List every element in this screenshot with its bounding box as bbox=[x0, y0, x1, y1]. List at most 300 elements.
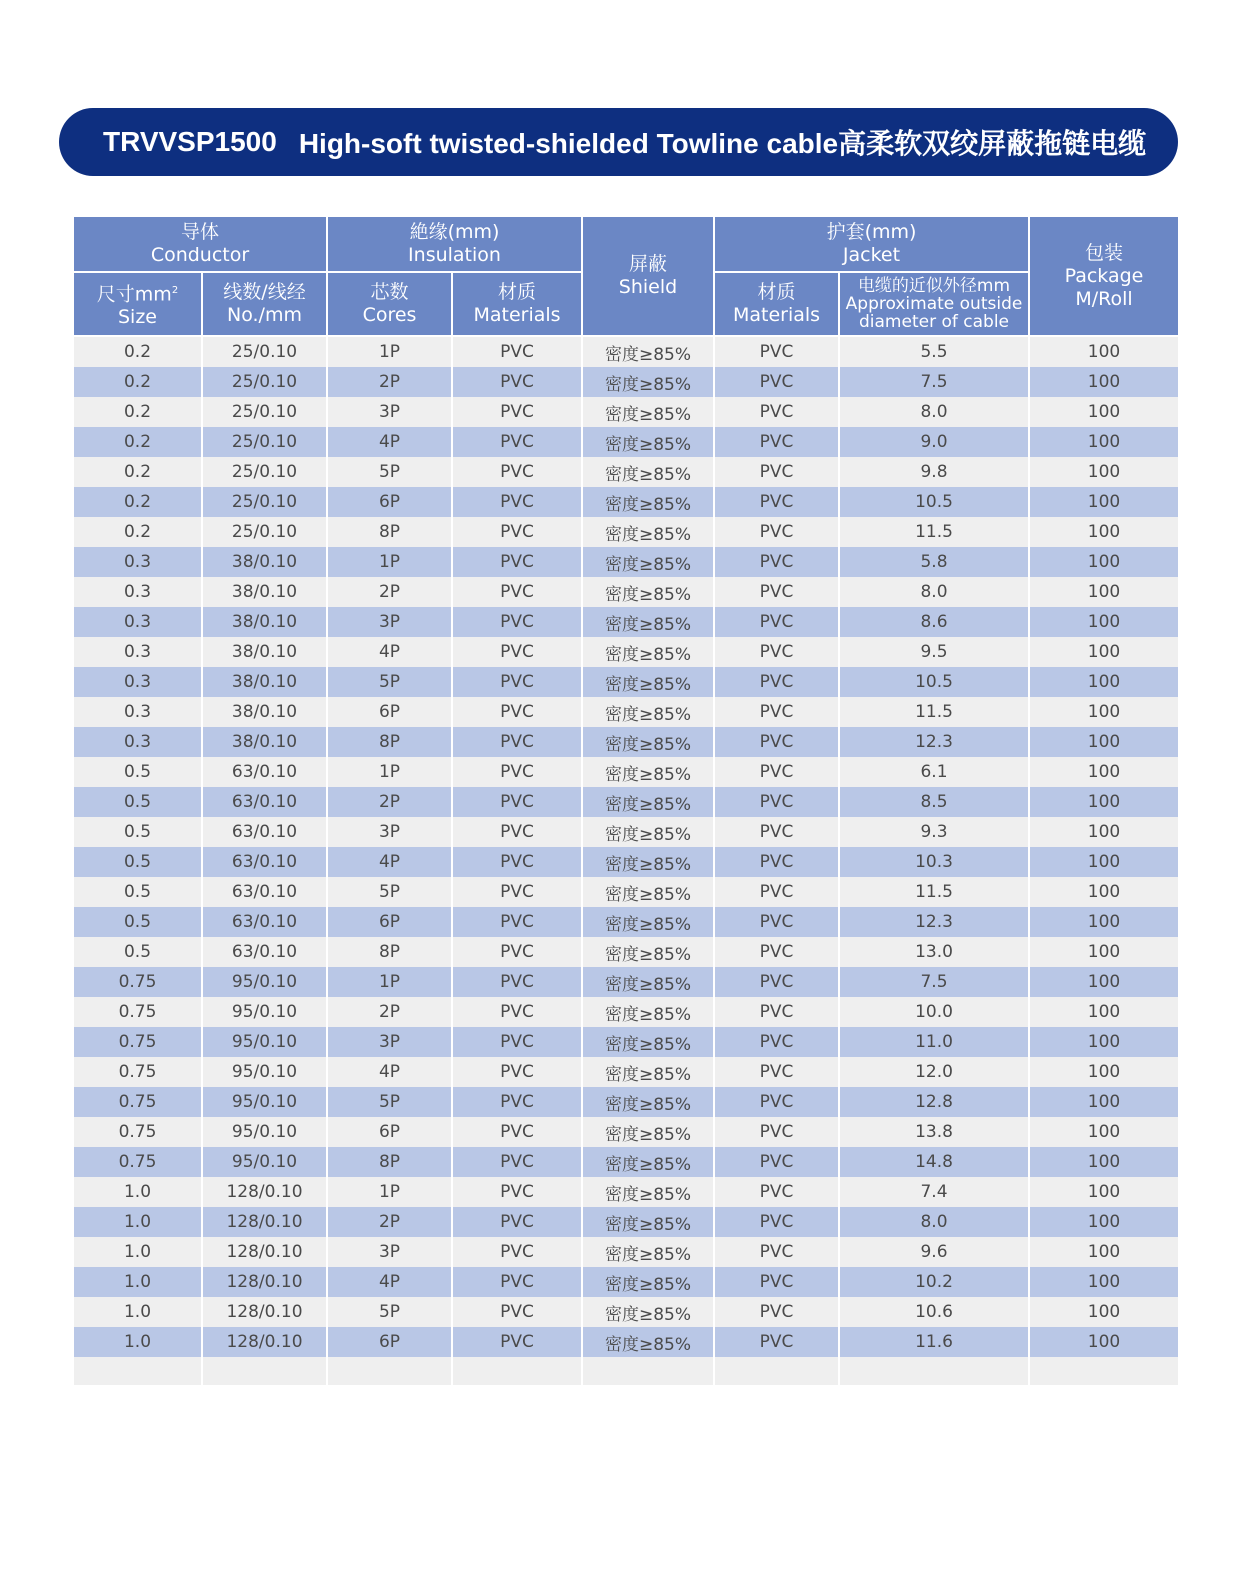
empty-cell bbox=[714, 1357, 839, 1385]
strand-cell: 38/0.10 bbox=[202, 697, 327, 727]
cores-cell: 8P bbox=[327, 1147, 452, 1177]
outer-diameter-cell: 12.0 bbox=[839, 1057, 1029, 1087]
insulation-material-cell: PVC bbox=[452, 937, 582, 967]
strand-cell: 128/0.10 bbox=[202, 1177, 327, 1207]
table-row bbox=[73, 336, 1179, 367]
jacket-material-cell: PVC bbox=[714, 1027, 839, 1057]
cores-cell: 6P bbox=[327, 1117, 452, 1147]
table-row bbox=[73, 487, 1179, 517]
model-code: TRVVSP1500 bbox=[103, 126, 277, 157]
jacket-material-cell: PVC bbox=[714, 547, 839, 577]
table-row bbox=[73, 817, 1179, 847]
outer-diameter-cell: 7.4 bbox=[839, 1177, 1029, 1207]
strand-cell: 63/0.10 bbox=[202, 907, 327, 937]
table-row bbox=[73, 967, 1179, 997]
package-cell: 100 bbox=[1029, 577, 1179, 607]
cores-cell: 3P bbox=[327, 817, 452, 847]
cores-cell: 5P bbox=[327, 457, 452, 487]
table-row bbox=[73, 787, 1179, 817]
insulation-material-cell: PVC bbox=[452, 877, 582, 907]
package-cell: 100 bbox=[1029, 1177, 1179, 1207]
cores-cell: 1P bbox=[327, 1177, 452, 1207]
outer-diameter-cell: 9.8 bbox=[839, 457, 1029, 487]
package-cell: 100 bbox=[1029, 637, 1179, 667]
cores-cell: 2P bbox=[327, 577, 452, 607]
insulation-material-cell: PVC bbox=[452, 637, 582, 667]
insulation-material-cell: PVC bbox=[452, 787, 582, 817]
table-row bbox=[73, 397, 1179, 427]
strand-cell: 128/0.10 bbox=[202, 1267, 327, 1297]
jacket-material-cell: PVC bbox=[714, 1087, 839, 1117]
strand-cell: 128/0.10 bbox=[202, 1297, 327, 1327]
package-cell: 100 bbox=[1029, 1267, 1179, 1297]
table-row bbox=[73, 1237, 1179, 1267]
size-cell: 0.5 bbox=[73, 757, 202, 787]
outer-diameter-cell: 9.3 bbox=[839, 817, 1029, 847]
jacket-material-cell: PVC bbox=[714, 637, 839, 667]
cores-cell: 2P bbox=[327, 787, 452, 817]
jacket-material-cell: PVC bbox=[714, 1267, 839, 1297]
header-outer-diameter: 电缆的近似外径mm Approximate outside diameter of cable bbox=[839, 272, 1029, 336]
empty-cell bbox=[73, 1357, 202, 1385]
insulation-material-cell: PVC bbox=[452, 1297, 582, 1327]
strand-cell: 95/0.10 bbox=[202, 1147, 327, 1177]
jacket-material-cell: PVC bbox=[714, 577, 839, 607]
outer-diameter-cell: 14.8 bbox=[839, 1147, 1029, 1177]
outer-diameter-cell: 9.0 bbox=[839, 427, 1029, 457]
insulation-material-cell: PVC bbox=[452, 1057, 582, 1087]
package-cell: 100 bbox=[1029, 1237, 1179, 1267]
table-row bbox=[73, 1297, 1179, 1327]
strand-cell: 25/0.10 bbox=[202, 367, 327, 397]
size-cell: 0.75 bbox=[73, 1147, 202, 1177]
shield-cell: 密度≥85% bbox=[582, 667, 714, 697]
insulation-material-cell: PVC bbox=[452, 727, 582, 757]
product-description: High-soft twisted-shielded Towline cable高柔软双绞屏蔽拖链电缆 bbox=[298, 128, 1147, 159]
package-cell: 100 bbox=[1029, 1327, 1179, 1357]
header-size: 尺寸$mm^2$ Size bbox=[73, 272, 202, 336]
shield-cell: 密度≥85% bbox=[582, 1207, 714, 1237]
strand-cell: 128/0.10 bbox=[202, 1237, 327, 1267]
package-cell: 100 bbox=[1029, 907, 1179, 937]
package-cell: 100 bbox=[1029, 877, 1179, 907]
insulation-material-cell: PVC bbox=[452, 1147, 582, 1177]
strand-cell: 38/0.10 bbox=[202, 637, 327, 667]
package-cell: 100 bbox=[1029, 397, 1179, 427]
header-insulation: 絶缘(mm) Insulation bbox=[327, 216, 582, 272]
strand-cell: 25/0.10 bbox=[202, 336, 327, 367]
jacket-material-cell: PVC bbox=[714, 1297, 839, 1327]
jacket-material-cell: PVC bbox=[714, 607, 839, 637]
outer-diameter-cell: 8.5 bbox=[839, 787, 1029, 817]
table-row bbox=[73, 1027, 1179, 1057]
jacket-material-cell: PVC bbox=[714, 1207, 839, 1237]
table-row bbox=[73, 997, 1179, 1027]
table-row bbox=[73, 757, 1179, 787]
cores-cell: 8P bbox=[327, 937, 452, 967]
table-row bbox=[73, 697, 1179, 727]
cores-cell: 2P bbox=[327, 997, 452, 1027]
package-cell: 100 bbox=[1029, 367, 1179, 397]
size-cell: 0.75 bbox=[73, 1087, 202, 1117]
package-cell: 100 bbox=[1029, 937, 1179, 967]
jacket-material-cell: PVC bbox=[714, 727, 839, 757]
package-cell: 100 bbox=[1029, 607, 1179, 637]
outer-diameter-cell: 11.6 bbox=[839, 1327, 1029, 1357]
outer-diameter-cell: 5.8 bbox=[839, 547, 1029, 577]
table-row bbox=[73, 877, 1179, 907]
shield-cell: 密度≥85% bbox=[582, 967, 714, 997]
outer-diameter-cell: 9.5 bbox=[839, 637, 1029, 667]
strand-cell: 38/0.10 bbox=[202, 547, 327, 577]
package-cell: 100 bbox=[1029, 697, 1179, 727]
header-package: 包装 Package M/Roll bbox=[1029, 216, 1179, 336]
shield-cell: 密度≥85% bbox=[582, 727, 714, 757]
size-cell: 1.0 bbox=[73, 1327, 202, 1357]
spec-table bbox=[72, 215, 1180, 1385]
jacket-material-cell: PVC bbox=[714, 1117, 839, 1147]
shield-cell: 密度≥85% bbox=[582, 1147, 714, 1177]
size-cell: 0.3 bbox=[73, 577, 202, 607]
size-cell: 0.75 bbox=[73, 1057, 202, 1087]
outer-diameter-cell: 11.5 bbox=[839, 697, 1029, 727]
strand-cell: 63/0.10 bbox=[202, 847, 327, 877]
strand-cell: 95/0.10 bbox=[202, 1027, 327, 1057]
shield-cell: 密度≥85% bbox=[582, 487, 714, 517]
strand-cell: 38/0.10 bbox=[202, 667, 327, 697]
shield-cell: 密度≥85% bbox=[582, 517, 714, 547]
table-row bbox=[73, 427, 1179, 457]
outer-diameter-cell: 5.5 bbox=[839, 336, 1029, 367]
size-cell: 0.3 bbox=[73, 547, 202, 577]
table-row bbox=[73, 1177, 1179, 1207]
shield-cell: 密度≥85% bbox=[582, 757, 714, 787]
cores-cell: 8P bbox=[327, 517, 452, 547]
size-cell: 1.0 bbox=[73, 1207, 202, 1237]
outer-diameter-cell: 8.6 bbox=[839, 607, 1029, 637]
outer-diameter-cell: 9.6 bbox=[839, 1237, 1029, 1267]
size-cell: 0.5 bbox=[73, 907, 202, 937]
cores-cell: 6P bbox=[327, 907, 452, 937]
size-cell: 0.2 bbox=[73, 397, 202, 427]
shield-cell: 密度≥85% bbox=[582, 637, 714, 667]
outer-diameter-cell: 10.3 bbox=[839, 847, 1029, 877]
insulation-material-cell: PVC bbox=[452, 667, 582, 697]
jacket-material-cell: PVC bbox=[714, 787, 839, 817]
table-row bbox=[73, 547, 1179, 577]
insulation-material-cell: PVC bbox=[452, 847, 582, 877]
header-jacket: 护套(mm) Jacket bbox=[714, 216, 1029, 272]
empty-row bbox=[73, 1357, 1179, 1385]
shield-cell: 密度≥85% bbox=[582, 697, 714, 727]
size-cell: 0.75 bbox=[73, 967, 202, 997]
jacket-material-cell: PVC bbox=[714, 336, 839, 367]
jacket-material-cell: PVC bbox=[714, 907, 839, 937]
cores-cell: 6P bbox=[327, 487, 452, 517]
table-row bbox=[73, 937, 1179, 967]
insulation-material-cell: PVC bbox=[452, 547, 582, 577]
jacket-material-cell: PVC bbox=[714, 487, 839, 517]
shield-cell: 密度≥85% bbox=[582, 847, 714, 877]
outer-diameter-cell: 8.0 bbox=[839, 397, 1029, 427]
shield-cell: 密度≥85% bbox=[582, 997, 714, 1027]
outer-diameter-cell: 6.1 bbox=[839, 757, 1029, 787]
strand-cell: 63/0.10 bbox=[202, 817, 327, 847]
cores-cell: 6P bbox=[327, 697, 452, 727]
table-row bbox=[73, 517, 1179, 547]
shield-cell: 密度≥85% bbox=[582, 1297, 714, 1327]
size-cell: 0.2 bbox=[73, 336, 202, 367]
table-row bbox=[73, 907, 1179, 937]
insulation-material-cell: PVC bbox=[452, 817, 582, 847]
size-cell: 0.2 bbox=[73, 427, 202, 457]
size-cell: 0.75 bbox=[73, 1027, 202, 1057]
header-jacket-materials: 材质 Materials bbox=[714, 272, 839, 336]
cores-cell: 4P bbox=[327, 637, 452, 667]
shield-cell: 密度≥85% bbox=[582, 1327, 714, 1357]
shield-cell: 密度≥85% bbox=[582, 787, 714, 817]
size-cell: 0.5 bbox=[73, 877, 202, 907]
package-cell: 100 bbox=[1029, 1027, 1179, 1057]
jacket-material-cell: PVC bbox=[714, 1237, 839, 1267]
table-row bbox=[73, 1207, 1179, 1237]
table-row bbox=[73, 727, 1179, 757]
table-row bbox=[73, 1327, 1179, 1357]
shield-cell: 密度≥85% bbox=[582, 907, 714, 937]
strand-cell: 95/0.10 bbox=[202, 997, 327, 1027]
cores-cell: 1P bbox=[327, 547, 452, 577]
shield-cell: 密度≥85% bbox=[582, 937, 714, 967]
size-cell: 0.3 bbox=[73, 607, 202, 637]
strand-cell: 25/0.10 bbox=[202, 397, 327, 427]
cores-cell: 3P bbox=[327, 607, 452, 637]
package-cell: 100 bbox=[1029, 757, 1179, 787]
jacket-material-cell: PVC bbox=[714, 517, 839, 547]
insulation-material-cell: PVC bbox=[452, 697, 582, 727]
outer-diameter-cell: 13.0 bbox=[839, 937, 1029, 967]
cores-cell: 1P bbox=[327, 757, 452, 787]
title-banner bbox=[59, 108, 1178, 176]
size-cell: 0.2 bbox=[73, 457, 202, 487]
package-cell: 100 bbox=[1029, 1057, 1179, 1087]
jacket-material-cell: PVC bbox=[714, 457, 839, 487]
package-cell: 100 bbox=[1029, 817, 1179, 847]
insulation-material-cell: PVC bbox=[452, 397, 582, 427]
package-cell: 100 bbox=[1029, 427, 1179, 457]
strand-cell: 95/0.10 bbox=[202, 1057, 327, 1087]
strand-cell: 63/0.10 bbox=[202, 757, 327, 787]
table-row bbox=[73, 1087, 1179, 1117]
jacket-material-cell: PVC bbox=[714, 667, 839, 697]
header-conductor: 导体 Conductor bbox=[73, 216, 327, 272]
size-cell: 1.0 bbox=[73, 1177, 202, 1207]
package-cell: 100 bbox=[1029, 1207, 1179, 1237]
package-cell: 100 bbox=[1029, 457, 1179, 487]
shield-cell: 密度≥85% bbox=[582, 1087, 714, 1117]
outer-diameter-cell: 10.5 bbox=[839, 667, 1029, 697]
outer-diameter-cell: 11.5 bbox=[839, 877, 1029, 907]
package-cell: 100 bbox=[1029, 487, 1179, 517]
cores-cell: 2P bbox=[327, 1207, 452, 1237]
empty-cell bbox=[327, 1357, 452, 1385]
cores-cell: 4P bbox=[327, 1267, 452, 1297]
jacket-material-cell: PVC bbox=[714, 1327, 839, 1357]
outer-diameter-cell: 7.5 bbox=[839, 367, 1029, 397]
strand-cell: 128/0.10 bbox=[202, 1327, 327, 1357]
outer-diameter-cell: 11.5 bbox=[839, 517, 1029, 547]
empty-cell bbox=[202, 1357, 327, 1385]
strand-cell: 25/0.10 bbox=[202, 487, 327, 517]
empty-cell bbox=[1029, 1357, 1179, 1385]
package-cell: 100 bbox=[1029, 517, 1179, 547]
table-row bbox=[73, 1267, 1179, 1297]
size-cell: 0.3 bbox=[73, 637, 202, 667]
insulation-material-cell: PVC bbox=[452, 577, 582, 607]
jacket-material-cell: PVC bbox=[714, 1057, 839, 1087]
size-cell: 1.0 bbox=[73, 1237, 202, 1267]
insulation-material-cell: PVC bbox=[452, 336, 582, 367]
cores-cell: 1P bbox=[327, 967, 452, 997]
insulation-material-cell: PVC bbox=[452, 1027, 582, 1057]
outer-diameter-cell: 12.3 bbox=[839, 727, 1029, 757]
table-row bbox=[73, 457, 1179, 487]
insulation-material-cell: PVC bbox=[452, 997, 582, 1027]
jacket-material-cell: PVC bbox=[714, 997, 839, 1027]
table-row bbox=[73, 367, 1179, 397]
shield-cell: 密度≥85% bbox=[582, 336, 714, 367]
size-cell: 0.3 bbox=[73, 727, 202, 757]
cores-cell: 1P bbox=[327, 336, 452, 367]
empty-cell bbox=[452, 1357, 582, 1385]
strand-cell: 25/0.10 bbox=[202, 427, 327, 457]
outer-diameter-cell: 8.0 bbox=[839, 1207, 1029, 1237]
size-cell: 0.2 bbox=[73, 367, 202, 397]
cores-cell: 2P bbox=[327, 367, 452, 397]
cores-cell: 4P bbox=[327, 847, 452, 877]
strand-cell: 25/0.10 bbox=[202, 457, 327, 487]
jacket-material-cell: PVC bbox=[714, 877, 839, 907]
package-cell: 100 bbox=[1029, 336, 1179, 367]
size-cell: 0.2 bbox=[73, 487, 202, 517]
package-cell: 100 bbox=[1029, 1297, 1179, 1327]
shield-cell: 密度≥85% bbox=[582, 1027, 714, 1057]
shield-cell: 密度≥85% bbox=[582, 577, 714, 607]
package-cell: 100 bbox=[1029, 547, 1179, 577]
insulation-material-cell: PVC bbox=[452, 1237, 582, 1267]
outer-diameter-cell: 8.0 bbox=[839, 577, 1029, 607]
insulation-material-cell: PVC bbox=[452, 607, 582, 637]
insulation-material-cell: PVC bbox=[452, 967, 582, 997]
cores-cell: 4P bbox=[327, 427, 452, 457]
cores-cell: 4P bbox=[327, 1057, 452, 1087]
outer-diameter-cell: 10.5 bbox=[839, 487, 1029, 517]
spec-table-body bbox=[73, 336, 1179, 1385]
insulation-material-cell: PVC bbox=[452, 487, 582, 517]
shield-cell: 密度≥85% bbox=[582, 1057, 714, 1087]
jacket-material-cell: PVC bbox=[714, 967, 839, 997]
shield-cell: 密度≥85% bbox=[582, 547, 714, 577]
size-cell: 0.5 bbox=[73, 847, 202, 877]
size-cell: 0.3 bbox=[73, 667, 202, 697]
package-cell: 100 bbox=[1029, 727, 1179, 757]
outer-diameter-cell: 10.2 bbox=[839, 1267, 1029, 1297]
header-shield: 屏蔽 Shield bbox=[582, 216, 714, 336]
shield-cell: 密度≥85% bbox=[582, 607, 714, 637]
size-cell: 0.5 bbox=[73, 817, 202, 847]
table-row bbox=[73, 1057, 1179, 1087]
header-insulation-materials: 材质 Materials bbox=[452, 272, 582, 336]
empty-cell bbox=[839, 1357, 1029, 1385]
outer-diameter-cell: 11.0 bbox=[839, 1027, 1029, 1057]
table-row bbox=[73, 607, 1179, 637]
strand-cell: 63/0.10 bbox=[202, 877, 327, 907]
shield-cell: 密度≥85% bbox=[582, 1177, 714, 1207]
outer-diameter-cell: 10.0 bbox=[839, 997, 1029, 1027]
cores-cell: 3P bbox=[327, 1237, 452, 1267]
size-cell: 0.5 bbox=[73, 937, 202, 967]
shield-cell: 密度≥85% bbox=[582, 397, 714, 427]
table-row bbox=[73, 667, 1179, 697]
cores-cell: 6P bbox=[327, 1327, 452, 1357]
table-row bbox=[73, 637, 1179, 667]
shield-cell: 密度≥85% bbox=[582, 457, 714, 487]
package-cell: 100 bbox=[1029, 1147, 1179, 1177]
jacket-material-cell: PVC bbox=[714, 1147, 839, 1177]
cores-cell: 5P bbox=[327, 1087, 452, 1117]
package-cell: 100 bbox=[1029, 967, 1179, 997]
strand-cell: 38/0.10 bbox=[202, 577, 327, 607]
insulation-material-cell: PVC bbox=[452, 1117, 582, 1147]
table-row bbox=[73, 1147, 1179, 1177]
shield-cell: 密度≥85% bbox=[582, 817, 714, 847]
shield-cell: 密度≥85% bbox=[582, 1237, 714, 1267]
outer-diameter-cell: 10.6 bbox=[839, 1297, 1029, 1327]
header-cores: 芯数 Cores bbox=[327, 272, 452, 336]
insulation-material-cell: PVC bbox=[452, 1267, 582, 1297]
jacket-material-cell: PVC bbox=[714, 427, 839, 457]
strand-cell: 63/0.10 bbox=[202, 937, 327, 967]
outer-diameter-cell: 13.8 bbox=[839, 1117, 1029, 1147]
shield-cell: 密度≥85% bbox=[582, 1267, 714, 1297]
size-cell: 0.5 bbox=[73, 787, 202, 817]
jacket-material-cell: PVC bbox=[714, 757, 839, 787]
jacket-material-cell: PVC bbox=[714, 1177, 839, 1207]
outer-diameter-cell: 7.5 bbox=[839, 967, 1029, 997]
jacket-material-cell: PVC bbox=[714, 847, 839, 877]
outer-diameter-cell: 12.8 bbox=[839, 1087, 1029, 1117]
jacket-material-cell: PVC bbox=[714, 697, 839, 727]
package-cell: 100 bbox=[1029, 997, 1179, 1027]
jacket-material-cell: PVC bbox=[714, 367, 839, 397]
insulation-material-cell: PVC bbox=[452, 517, 582, 547]
shield-cell: 密度≥85% bbox=[582, 427, 714, 457]
insulation-material-cell: PVC bbox=[452, 907, 582, 937]
size-cell: 1.0 bbox=[73, 1267, 202, 1297]
strand-cell: 128/0.10 bbox=[202, 1207, 327, 1237]
strand-cell: 38/0.10 bbox=[202, 727, 327, 757]
insulation-material-cell: PVC bbox=[452, 1327, 582, 1357]
header-strand: 线数/线经 No./mm bbox=[202, 272, 327, 336]
strand-cell: 25/0.10 bbox=[202, 517, 327, 547]
strand-cell: 95/0.10 bbox=[202, 1087, 327, 1117]
outer-diameter-cell: 12.3 bbox=[839, 907, 1029, 937]
insulation-material-cell: PVC bbox=[452, 427, 582, 457]
shield-cell: 密度≥85% bbox=[582, 367, 714, 397]
empty-cell bbox=[582, 1357, 714, 1385]
table-row bbox=[73, 847, 1179, 877]
cores-cell: 3P bbox=[327, 1027, 452, 1057]
package-cell: 100 bbox=[1029, 847, 1179, 877]
